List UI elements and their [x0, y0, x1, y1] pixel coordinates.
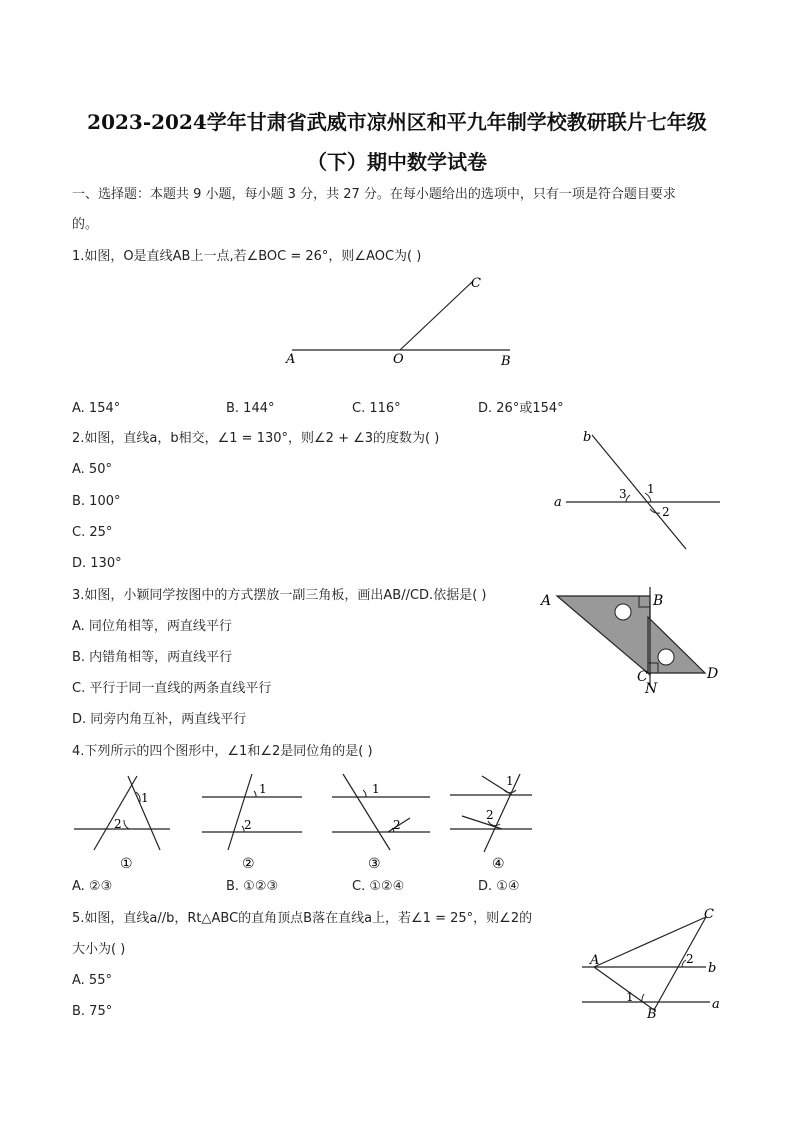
label-c: C	[471, 276, 481, 291]
q1-option-a[interactable]: A. 154°	[72, 401, 121, 416]
figure-label-4: ④	[492, 856, 505, 872]
angle1-arc	[642, 994, 644, 1002]
q5-option-a[interactable]: A. 55°	[72, 973, 112, 988]
label-b: B	[653, 593, 664, 609]
label-d: D	[707, 666, 719, 682]
q3-option-a[interactable]: A. 同位角相等，两直线平行	[72, 619, 232, 634]
q1-stem: 1.如图，O是直线AB上一点,若∠BOC = 26°，则∠AOC为( )	[72, 249, 422, 264]
q4-figure-3	[332, 774, 430, 872]
q2-figure	[550, 425, 730, 555]
q5-figure	[570, 900, 735, 1025]
ruler-hole-1	[615, 604, 631, 620]
label-b-vertex: B	[647, 1007, 657, 1022]
figure-label-1: ①	[120, 856, 133, 872]
svg-text:2: 2	[114, 817, 122, 831]
q4-figure-2	[202, 774, 302, 872]
q4-option-b[interactable]: B. ①②③	[226, 879, 279, 894]
q1-figure	[280, 270, 520, 370]
q1-option-c[interactable]: C. 116°	[352, 401, 401, 416]
title-line1: 2023-2024学年甘肃省武威市凉州区和平九年制学校教研联片七年级	[87, 110, 707, 134]
q1-option-b[interactable]: B. 144°	[226, 401, 275, 416]
ruler-hole-2	[658, 649, 674, 665]
triangle-ruler-1	[557, 596, 650, 675]
triangle-ruler-2	[648, 617, 705, 673]
side-ab	[594, 967, 654, 1010]
label-2: 2	[686, 952, 694, 966]
label-a: A	[286, 352, 296, 367]
svg-text:2: 2	[393, 818, 401, 832]
svg-text:2: 2	[486, 808, 494, 822]
side-bc	[654, 917, 706, 1010]
label-c: C	[637, 669, 648, 685]
q2-stem: 2.如图，直线a，b相交，∠1 = 130°，则∠2 + ∠3的度数为( )	[72, 431, 440, 446]
q4-figures	[70, 768, 550, 873]
q2-option-b[interactable]: B. 100°	[72, 494, 121, 509]
label-3: 3	[619, 487, 627, 501]
label-a-vertex: A	[590, 953, 600, 968]
figure-label-3: ③	[368, 856, 381, 872]
figure-label-2: ②	[242, 856, 255, 872]
q3-option-b[interactable]: B. 内错角相等，两直线平行	[72, 650, 233, 665]
label-a-line: a	[712, 997, 720, 1012]
label-1: 1	[626, 990, 634, 1004]
q3-option-d[interactable]: D. 同旁内角互补，两直线平行	[72, 712, 247, 727]
ray-oc	[400, 282, 472, 350]
svg-text:1: 1	[259, 782, 267, 796]
svg-text:1: 1	[506, 774, 514, 788]
q4-stem: 4.下列所示的四个图形中，∠1和∠2是同位角的是( )	[72, 744, 373, 759]
svg-text:1: 1	[372, 782, 380, 796]
label-2: 2	[662, 505, 670, 519]
q5-stem-line2: 大小为( )	[72, 942, 126, 957]
q3-option-c[interactable]: C. 平行于同一直线的两条直线平行	[72, 681, 272, 696]
q2-option-a[interactable]: A. 50°	[72, 462, 112, 477]
label-1: 1	[647, 482, 655, 496]
label-b: B	[501, 354, 511, 369]
q4-option-a[interactable]: A. ②③	[72, 879, 113, 894]
q2-option-d[interactable]: D. 130°	[72, 556, 122, 571]
line-b	[592, 435, 686, 549]
q5-option-b[interactable]: B. 75°	[72, 1004, 113, 1019]
title-line2: （下）期中数学试卷	[307, 150, 487, 174]
q4-option-c[interactable]: C. ①②④	[352, 879, 405, 894]
label-n: N	[645, 681, 658, 697]
q5-stem-line1: 5.如图，直线a//b，Rt△ABC的直角顶点B落在直线a上，若∠1 = 25°，则∠2的	[72, 911, 533, 926]
q3-stem: 3.如图，小颖同学按图中的方式摆放一副三角板，画出AB//CD.依据是( )	[72, 588, 487, 603]
q2-option-c[interactable]: C. 25°	[72, 525, 113, 540]
label-c: C	[704, 907, 714, 922]
label-o: O	[393, 352, 404, 367]
svg-text:2: 2	[244, 818, 252, 832]
q4-figure-4	[450, 774, 532, 872]
section-instructions-cont: 的。	[72, 217, 99, 232]
label-a: A	[541, 593, 552, 609]
q1-option-d[interactable]: D. 26°或154°	[478, 401, 564, 416]
q3-figure	[535, 585, 725, 700]
q4-figure-1	[74, 776, 170, 872]
label-b-line: b	[708, 961, 717, 976]
label-a: a	[554, 495, 562, 510]
q4-option-d[interactable]: D. ①④	[478, 879, 520, 894]
section-instructions: 一、选择题：本题共 9 小题，每小题 3 分，共 27 分。在每小题给出的选项中，只有一项是符合题目要求	[72, 187, 676, 202]
svg-text:1: 1	[141, 791, 149, 805]
label-b: b	[583, 430, 592, 445]
